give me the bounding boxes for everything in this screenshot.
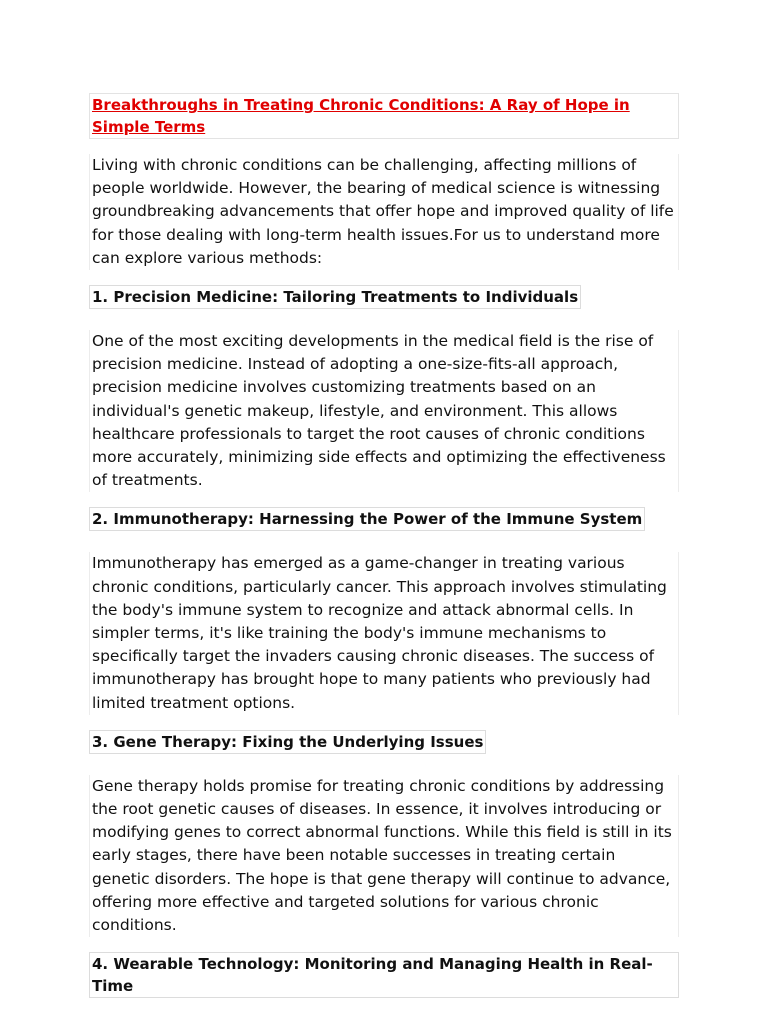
section-precision-medicine — [89, 285, 679, 507]
document-content — [89, 93, 679, 998]
spacer — [89, 492, 679, 507]
section-heading: 3. Gene Therapy: Fixing the Underlying Issues — [89, 730, 486, 754]
intro-paragraph: Living with chronic conditions can be challenging, affecting millions of people worldwide. However, the bearing of medical science is witnessing groundbreaking advancements that offer hope and improved quality of life for those dealing with long-term health issues.For us to understand more can explore various methods: — [89, 154, 679, 270]
section-body: Immunotherapy has emerged as a game-changer in treating various chronic conditions, particularly cancer. This approach involves stimulating the body's immune system to recognize and attack abnormal cells. In simpler terms, it's like training the body's immune mechanisms to specifically target the invaders causing chronic diseases. The success of immunotherapy has brought hope to many patients who previously had limited treatment options. — [89, 552, 679, 714]
document-title[interactable]: Breakthroughs in Treating Chronic Conditions: A Ray of Hope in Simple Terms — [89, 93, 679, 139]
section-immunotherapy — [89, 507, 679, 729]
section-heading: 1. Precision Medicine: Tailoring Treatments to Individuals — [89, 285, 581, 309]
spacer — [89, 270, 679, 285]
spacer — [89, 937, 679, 952]
spacer — [89, 715, 679, 730]
spacer — [89, 754, 679, 775]
section-body: Gene therapy holds promise for treating chronic conditions by addressing the root genetic causes of diseases. In essence, it involves introducing or modifying genes to correct abnormal functions. While this field is still in its early stages, there have been notable successes in treating certain genetic disorders. The hope is that gene therapy will continue to advance, offering more effective and targeted solutions for various chronic conditions. — [89, 775, 679, 937]
spacer — [89, 309, 679, 330]
spacer — [89, 531, 679, 552]
section-heading: 4. Wearable Technology: Monitoring and Managing Health in Real-Time — [89, 952, 679, 998]
section-gene-therapy — [89, 730, 679, 952]
section-wearable-technology — [89, 952, 679, 998]
section-heading: 2. Immunotherapy: Harnessing the Power of the Immune System — [89, 507, 645, 531]
section-body: One of the most exciting developments in the medical field is the rise of precision medicine. Instead of adopting a one-size-fits-all approach, precision medicine involves customizing treatments based on an individual's genetic makeup, lifestyle, and environment. This allows healthcare professionals to target the root causes of chronic conditions more accurately, minimizing side effects and optimizing the effectiveness of treatments. — [89, 330, 679, 492]
